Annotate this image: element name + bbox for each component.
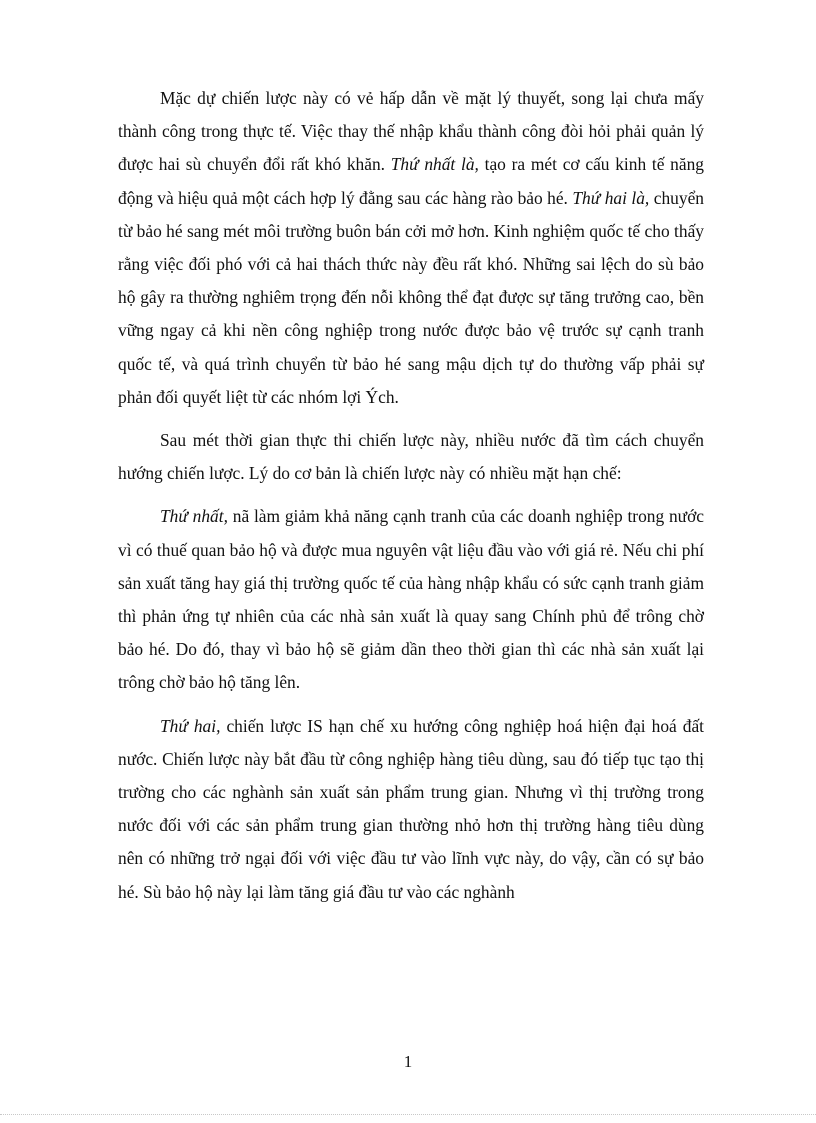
text-run: nã làm giảm khả năng cạnh tranh của các doanh nghiệp trong nước vì có thuế quan bảo hộ và được mua nguyên vật liệu đầu vào với giá rẻ. Nếu chi phí sản xuất tăng hay giá thị trường quốc tế của hàng nhập khẩu có sức cạnh tranh giảm thì phản ứng tự nhiên của các nhà sản xuất là quay sang Chính phủ để trông chờ bảo hé. Do đó, thay vì bảo hộ sẽ giảm dần theo thời gian thì các nhà sản xuất lại trông chờ bảo hộ tăng lên. xyxy=(118,506,705,693)
page-bottom-divider xyxy=(0,1114,816,1115)
paragraph xyxy=(118,710,704,909)
italic-run: Thứ hai là, xyxy=(572,187,650,208)
text-run: Sau mét thời gian thực thi chiến lược này, nhiều nước đã tìm cách chuyển hướng chiến lược. Lý do cơ bản là chiến lược này có nhiều mặt hạn chế: xyxy=(118,430,704,484)
italic-run: Thứ nhất là, xyxy=(390,154,479,175)
text-run: Mặc dự chiến lược này có vẻ hấp dẫn về mặt lý thuyết, song lại chưa mấy thành công trong thực tế. Việc thay thế nhập khẩu thành công đòi hỏi phải quản lý được hai sù chuyển đổi rất khó khăn. xyxy=(118,88,704,175)
paragraph xyxy=(118,500,704,699)
paragraph xyxy=(118,82,704,414)
text-run: chuyển từ bảo hé sang mét môi trường buôn bán cởi mở hơn. Kinh nghiệm quốc tế cho thấy rằng việc đối phó với cả hai thách thức này đều rất khó. Những sai lệch do sù bảo hộ gây ra thường nghiêm trọng đến nỗi không thể đạt được sự tăng trưởng cao, bền vững ngay cả khi nền công nghiệp trong nước được bảo vệ trước sự cạnh tranh quốc tế, và quá trình chuyển từ bảo hé sang mậu dịch tự do thường vấp phải sự phản đối quyết liệt từ các nhóm lợi Ých. xyxy=(118,187,704,407)
italic-run: Thứ nhất, xyxy=(160,506,228,527)
page-number: 1 xyxy=(403,1052,413,1071)
text-run: tạo ra mét cơ cấu kinh tế năng động và hiệu quả một cách hợp lý đằng sau các hàng rào bảo hé. xyxy=(118,154,704,208)
text-run: chiến lược IS hạn chế xu hướng công nghiệp hoá hiện đại hoá đất nước. Chiến lược này bắt đầu từ công nghiệp hàng tiêu dùng, sau đó tiếp tục tạo thị trường cho các nghành sản xuất sản phẩm trung gian. Nhưng vì thị trường trong nước đối với các sản phẩm trung gian thường nhỏ hơn thị trường hàng tiêu dùng nên có những trở ngại đối với việc đầu tư vào lĩnh vực này, do vậy, cần có sự bảo hé. Sù bảo hộ này lại làm tăng giá đầu tư vào các nghành xyxy=(118,715,704,902)
paragraph xyxy=(118,424,704,490)
body-text xyxy=(118,82,704,919)
italic-run: Thứ hai, xyxy=(160,715,221,736)
